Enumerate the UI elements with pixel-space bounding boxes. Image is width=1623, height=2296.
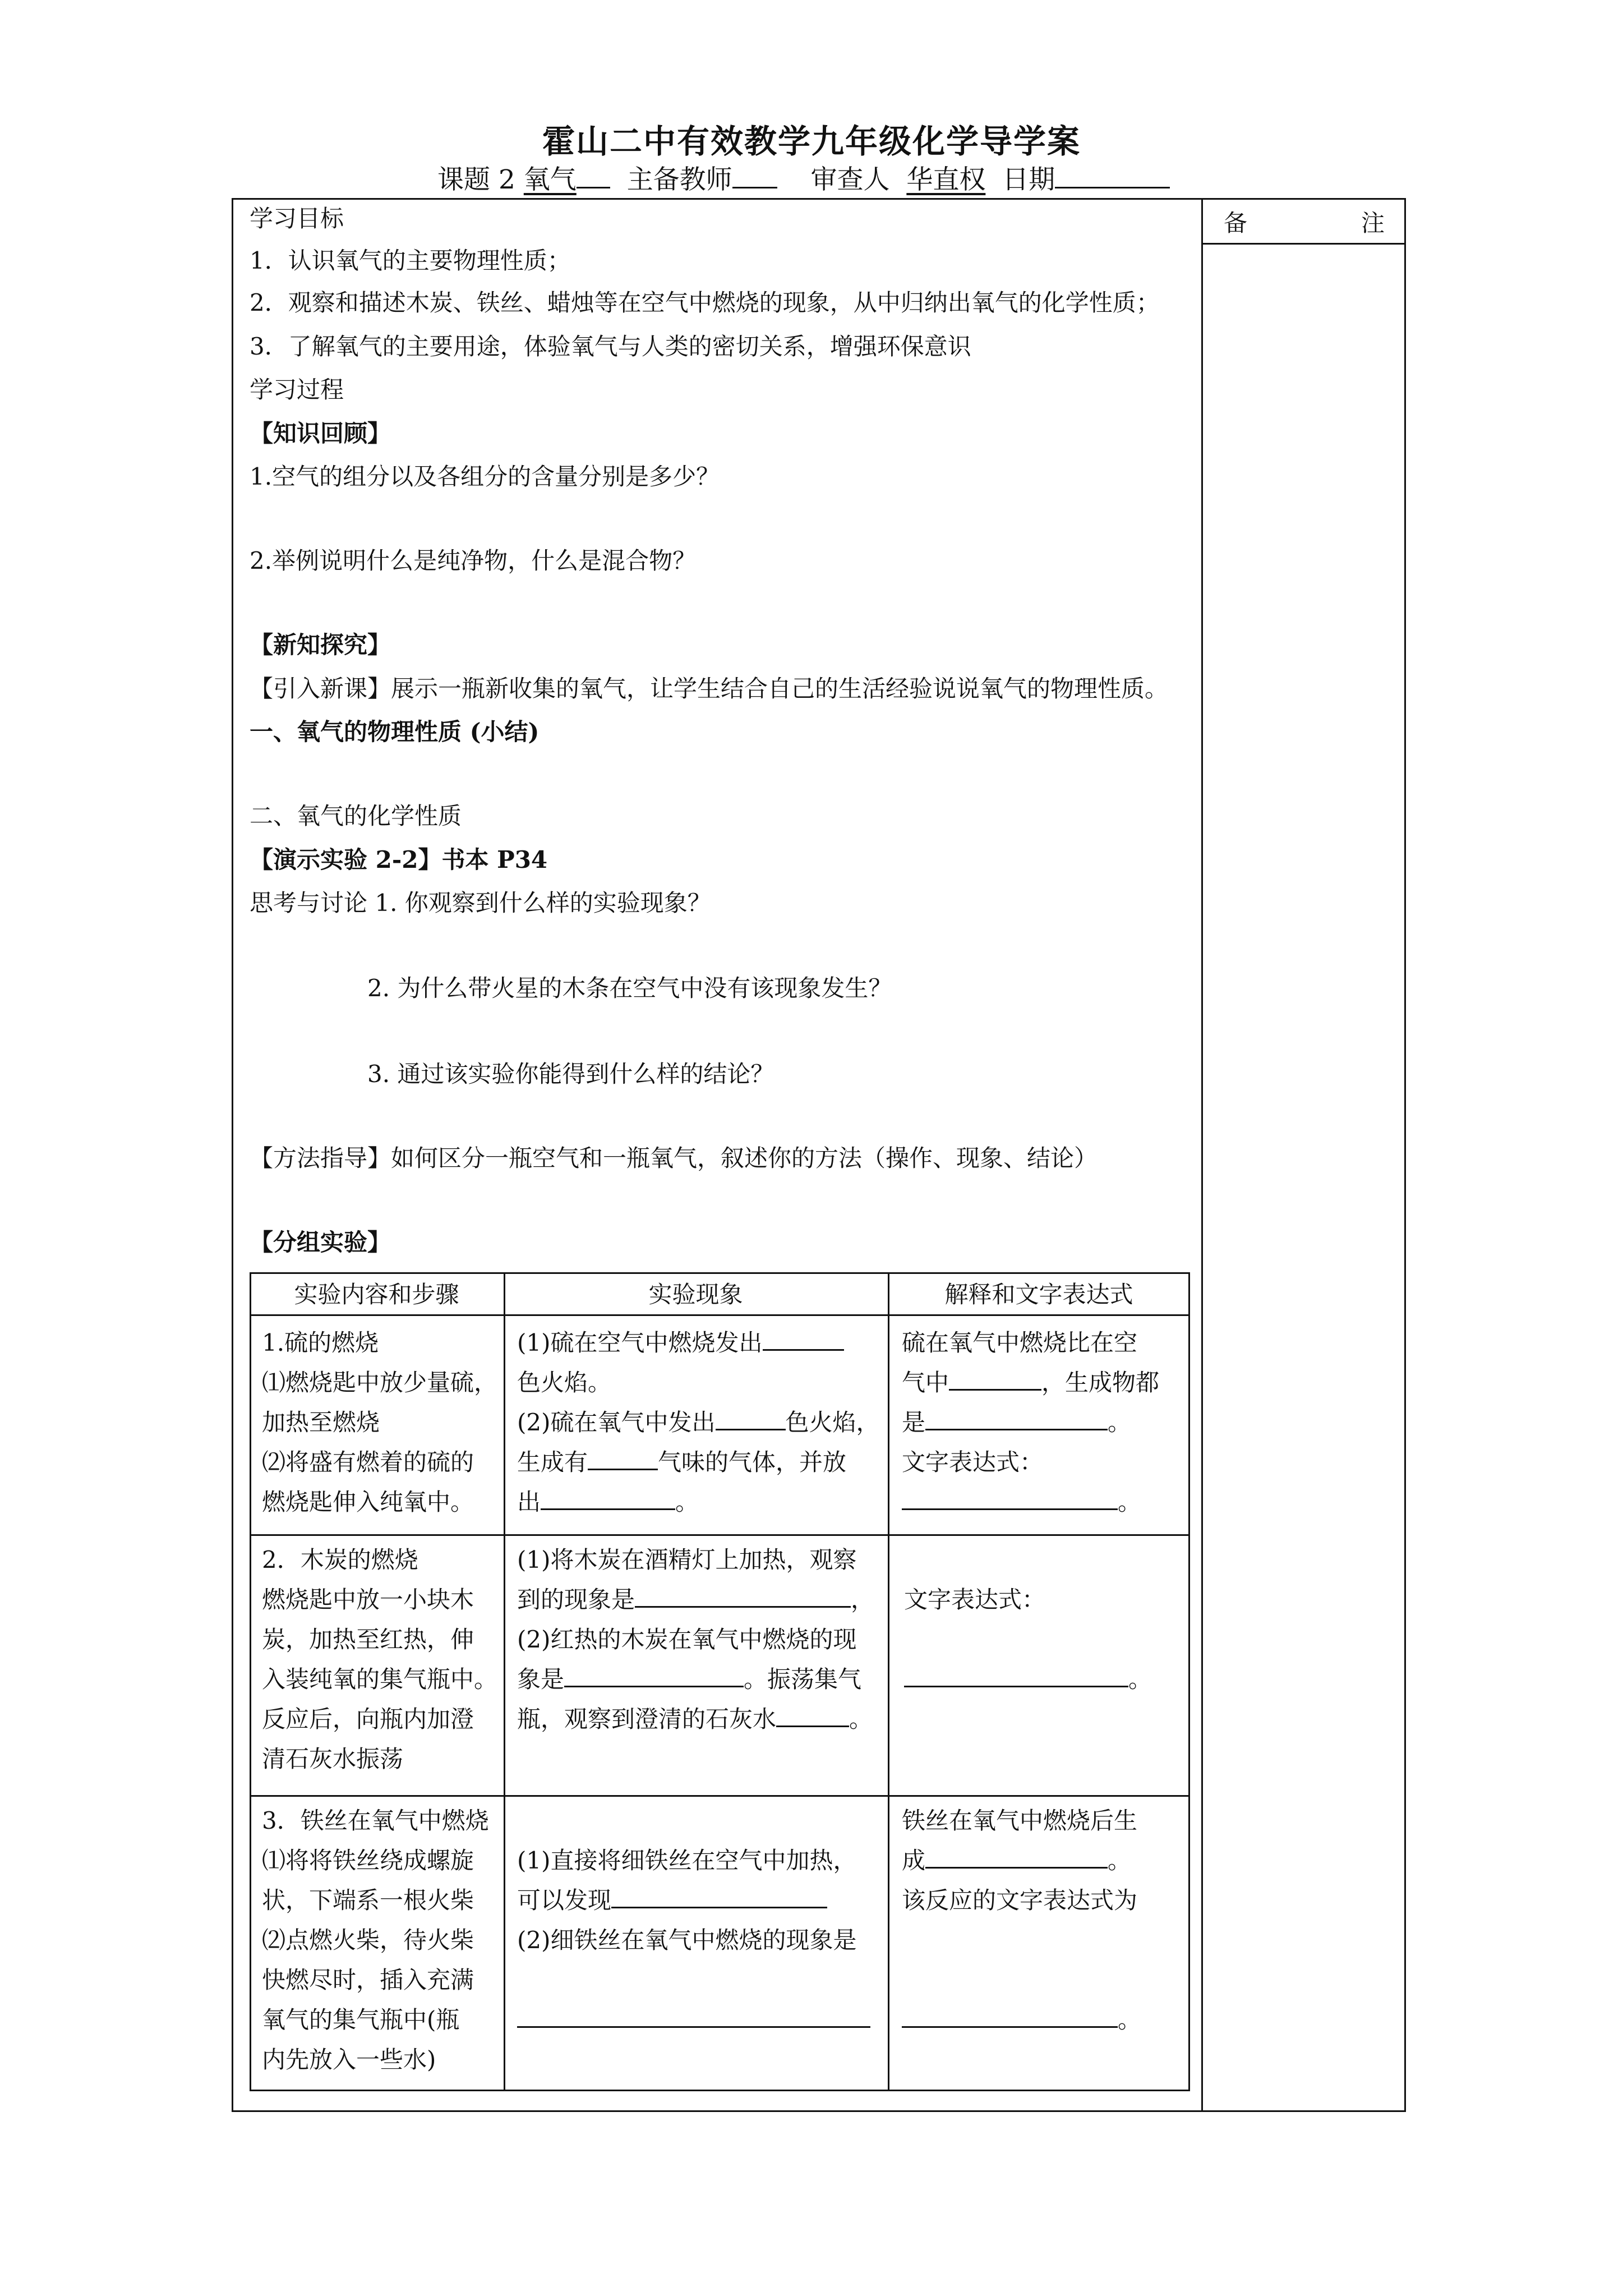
goal-item-2: 2．观察和描述木炭、铁丝、蜡烛等在空气中燃烧的现象，从中归纳出氧气的化学性质； bbox=[250, 289, 1160, 316]
intro-text: 【引入新课】展示一瓶新收集的氧气，让学生结合自己的生活经验说说氧气的物理性质。 bbox=[250, 675, 1169, 702]
review-question-2: 2.举例说明什么是纯净物，什么是混合物？ bbox=[250, 547, 697, 574]
table-row-sulfur-explanation: 硫在氧气中燃烧比在空 气中 ，生成物都 是 。 文字表达式： 。 bbox=[902, 1329, 1160, 1516]
notes-label-left: 备 bbox=[1224, 209, 1248, 237]
table-row-charcoal-explanation: 文字表达式： 。 bbox=[904, 1586, 1152, 1693]
notes-header-divider bbox=[1201, 243, 1406, 245]
table-column-divider-1 bbox=[504, 1272, 505, 2091]
date-label: 日期 bbox=[1002, 164, 1055, 195]
section-physical-properties: 一、氧气的物理性质 (小结) bbox=[250, 718, 540, 746]
method-guidance: 【方法指导】如何区分一瓶空气和一瓶氧气，叙述你的方法（操作、现象、结论） bbox=[250, 1144, 1098, 1172]
teacher-label: 主备教师 bbox=[626, 164, 732, 195]
topic-blank bbox=[577, 164, 610, 188]
process-heading: 学习过程 bbox=[250, 376, 344, 403]
lesson-topic: 氧气 bbox=[523, 164, 577, 195]
notes-label-right: 注 bbox=[1361, 209, 1385, 237]
goals-heading: 学习目标 bbox=[250, 205, 344, 232]
discussion-question-1: 思考与讨论 1. 你观察到什么样的实验现象？ bbox=[250, 889, 711, 917]
date-blank bbox=[1055, 164, 1170, 188]
explore-heading: 【新知探究】 bbox=[250, 631, 391, 659]
table-row-charcoal-observation: (1)将木炭在酒精灯上加热，观察 到的现象是 ， (2)红热的木炭在氧气中燃烧的现 象是 。振荡集气 瓶，观察到澄清的石灰水 。 bbox=[517, 1546, 875, 1733]
review-heading: 【知识回顾】 bbox=[250, 420, 391, 447]
section-chemical-properties: 二、氧气的化学性质 bbox=[250, 802, 462, 830]
discussion-question-3: 3. 通过该实验你能得到什么样的结论？ bbox=[367, 1060, 774, 1088]
reviewer-label: 审查人 bbox=[810, 164, 890, 195]
discussion-question-2: 2. 为什么带火星的木条在空气中没有该现象发生？ bbox=[367, 974, 892, 1002]
review-question-1: 1.空气的组分以及各组分的含量分别是多少？ bbox=[250, 463, 720, 490]
table-row-divider-1 bbox=[250, 1534, 1190, 1536]
table-row-divider-2 bbox=[250, 1795, 1190, 1797]
table-row-iron-steps: 3．铁丝在氧气中燃烧 ⑴将将铁丝绕成螺旋 状，下端系一根火柴 ⑵点燃火柴，待火柴 快燃尽时，插入充满 氧气的集气瓶中(瓶 内先放入一些水) bbox=[262, 1807, 489, 2073]
table-header-divider bbox=[250, 1314, 1190, 1316]
table-header-observation: 实验现象 bbox=[648, 1281, 743, 1308]
reviewer-name: 华直权 bbox=[906, 164, 986, 195]
group-experiment-heading: 【分组实验】 bbox=[250, 1228, 391, 1256]
table-column-divider-2 bbox=[888, 1272, 889, 2091]
teacher-blank bbox=[732, 164, 777, 188]
notes-column-divider bbox=[1201, 198, 1203, 2112]
demo-experiment: 【演示实验 2-2】书本 P34 bbox=[250, 846, 548, 873]
goal-item-1: 1．认识氧气的主要物理性质； bbox=[250, 247, 571, 274]
table-header-explanation: 解释和文字表达式 bbox=[944, 1281, 1133, 1308]
page-title: 霍山二中有效教学九年级化学导学案 bbox=[542, 122, 1081, 160]
table-row-iron-explanation: 铁丝在氧气中燃烧后生 成 。 该反应的文字表达式为 。 bbox=[902, 1807, 1142, 2033]
table-header-steps: 实验内容和步骤 bbox=[294, 1281, 459, 1308]
table-row-charcoal-steps: 2．木炭的燃烧 燃烧匙中放一小块木 炭，加热至红热，伸 入装纯氧的集气瓶中。 反应后，向瓶内加澄 清石灰水振荡 bbox=[262, 1546, 498, 1773]
table-row-sulfur-observation: (1)硫在空气中燃烧发出 色火焰。 (2)硫在氧气中发出 色火焰， 生成有 气味的气体，并放 出 。 bbox=[517, 1323, 880, 1522]
lesson-prefix: 课题 2 bbox=[437, 164, 515, 195]
goal-item-3: 3．了解氧气的主要用途，体验氧气与人类的密切关系，增强环保意识 bbox=[250, 333, 971, 360]
table-row-sulfur-steps: 1.硫的燃烧 ⑴燃烧匙中放少量硫， 加热至燃烧 ⑵将盛有燃着的硫的 燃烧匙伸入纯氧中。 bbox=[262, 1329, 498, 1516]
table-row-iron-observation: (1)直接将细铁丝在空气中加热， 可以发现 (2)细铁丝在氧气中燃烧的现象是 bbox=[517, 1841, 870, 2040]
lesson-info-line bbox=[437, 159, 1170, 196]
